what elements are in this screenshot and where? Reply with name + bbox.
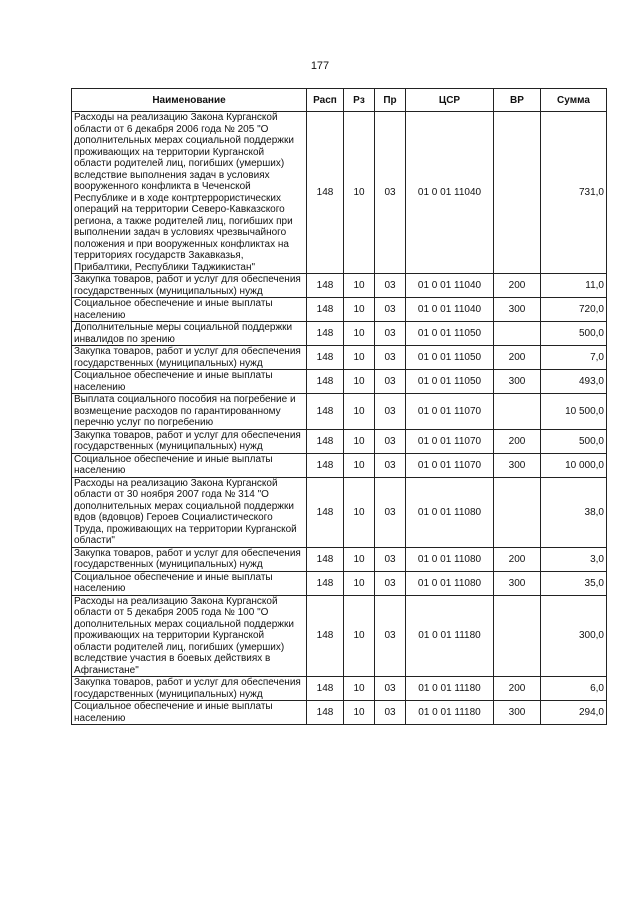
row-name: Социальное обеспечение и иные выплаты населению bbox=[72, 370, 307, 394]
row-rz: 10 bbox=[344, 595, 375, 677]
row-rz: 10 bbox=[344, 677, 375, 701]
row-pr: 03 bbox=[375, 322, 406, 346]
row-rz: 10 bbox=[344, 370, 375, 394]
row-sum: 500,0 bbox=[541, 322, 607, 346]
row-pr: 03 bbox=[375, 701, 406, 725]
row-vr: 200 bbox=[494, 346, 541, 370]
row-sum: 38,0 bbox=[541, 477, 607, 547]
row-vr: 300 bbox=[494, 298, 541, 322]
row-pr: 03 bbox=[375, 477, 406, 547]
row-name: Расходы на реализацию Закона Курганской области от 5 декабря 2005 года № 100 "О дополнительных мерах социальной поддержки проживающих на территории Курганской области родителей лиц, погибших (умерших) вследствие участия в боевых действиях в Афганистане" bbox=[72, 595, 307, 677]
row-pr: 03 bbox=[375, 677, 406, 701]
row-sum: 10 500,0 bbox=[541, 394, 607, 430]
column-header-csr: ЦСР bbox=[406, 89, 494, 112]
row-sum: 7,0 bbox=[541, 346, 607, 370]
row-name: Закупка товаров, работ и услуг для обеспечения государственных (муниципальных) нужд bbox=[72, 547, 307, 571]
row-rz: 10 bbox=[344, 547, 375, 571]
table-row bbox=[72, 453, 607, 477]
table-row bbox=[72, 677, 607, 701]
row-name: Закупка товаров, работ и услуг для обеспечения государственных (муниципальных) нужд bbox=[72, 346, 307, 370]
table-row bbox=[72, 595, 607, 677]
row-csr: 01 0 01 11050 bbox=[406, 370, 494, 394]
row-vr: 300 bbox=[494, 370, 541, 394]
row-vr bbox=[494, 595, 541, 677]
column-header-name: Наименование bbox=[72, 89, 307, 112]
row-rasp: 148 bbox=[307, 112, 344, 274]
row-rz: 10 bbox=[344, 322, 375, 346]
table-row bbox=[72, 394, 607, 430]
column-header-rz: Рз bbox=[344, 89, 375, 112]
row-rasp: 148 bbox=[307, 346, 344, 370]
row-csr: 01 0 01 11070 bbox=[406, 453, 494, 477]
row-sum: 500,0 bbox=[541, 429, 607, 453]
row-name: Социальное обеспечение и иные выплаты населению bbox=[72, 701, 307, 725]
row-rz: 10 bbox=[344, 274, 375, 298]
row-pr: 03 bbox=[375, 346, 406, 370]
row-name: Социальное обеспечение и иные выплаты населению bbox=[72, 298, 307, 322]
row-name: Закупка товаров, работ и услуг для обеспечения государственных (муниципальных) нужд bbox=[72, 429, 307, 453]
row-rasp: 148 bbox=[307, 595, 344, 677]
row-rz: 10 bbox=[344, 453, 375, 477]
row-sum: 3,0 bbox=[541, 547, 607, 571]
row-name: Закупка товаров, работ и услуг для обеспечения государственных (муниципальных) нужд bbox=[72, 274, 307, 298]
row-csr: 01 0 01 11080 bbox=[406, 477, 494, 547]
row-pr: 03 bbox=[375, 453, 406, 477]
row-csr: 01 0 01 11180 bbox=[406, 595, 494, 677]
row-name: Расходы на реализацию Закона Курганской области от 30 ноября 2007 года № 314 "О дополнительных мерах социальной поддержки вдов (вдовцов) Героев Социалистического Труда, проживающих на территории Курганской области" bbox=[72, 477, 307, 547]
row-vr bbox=[494, 394, 541, 430]
row-sum: 300,0 bbox=[541, 595, 607, 677]
row-pr: 03 bbox=[375, 274, 406, 298]
row-rasp: 148 bbox=[307, 477, 344, 547]
column-header-pr: Пр bbox=[375, 89, 406, 112]
row-pr: 03 bbox=[375, 571, 406, 595]
row-csr: 01 0 01 11050 bbox=[406, 322, 494, 346]
table-row bbox=[72, 322, 607, 346]
row-name: Социальное обеспечение и иные выплаты населению bbox=[72, 453, 307, 477]
row-rasp: 148 bbox=[307, 677, 344, 701]
row-pr: 03 bbox=[375, 112, 406, 274]
column-header-vr: ВР bbox=[494, 89, 541, 112]
row-rz: 10 bbox=[344, 477, 375, 547]
page-number: 177 bbox=[310, 60, 330, 72]
row-csr: 01 0 01 11180 bbox=[406, 677, 494, 701]
row-csr: 01 0 01 11070 bbox=[406, 394, 494, 430]
row-rasp: 148 bbox=[307, 571, 344, 595]
table-row bbox=[72, 370, 607, 394]
row-csr: 01 0 01 11050 bbox=[406, 346, 494, 370]
row-name: Закупка товаров, работ и услуг для обеспечения государственных (муниципальных) нужд bbox=[72, 677, 307, 701]
table-row bbox=[72, 701, 607, 725]
row-rasp: 148 bbox=[307, 429, 344, 453]
row-rz: 10 bbox=[344, 701, 375, 725]
row-csr: 01 0 01 11180 bbox=[406, 701, 494, 725]
row-sum: 493,0 bbox=[541, 370, 607, 394]
table-row bbox=[72, 346, 607, 370]
row-csr: 01 0 01 11040 bbox=[406, 112, 494, 274]
row-pr: 03 bbox=[375, 547, 406, 571]
table-row bbox=[72, 477, 607, 547]
table-row bbox=[72, 429, 607, 453]
row-rz: 10 bbox=[344, 112, 375, 274]
row-rasp: 148 bbox=[307, 453, 344, 477]
row-sum: 11,0 bbox=[541, 274, 607, 298]
table-row bbox=[72, 547, 607, 571]
row-csr: 01 0 01 11080 bbox=[406, 547, 494, 571]
row-csr: 01 0 01 11040 bbox=[406, 298, 494, 322]
row-vr: 200 bbox=[494, 547, 541, 571]
row-sum: 6,0 bbox=[541, 677, 607, 701]
row-vr: 300 bbox=[494, 701, 541, 725]
row-rz: 10 bbox=[344, 571, 375, 595]
row-csr: 01 0 01 11080 bbox=[406, 571, 494, 595]
row-vr bbox=[494, 322, 541, 346]
row-vr: 200 bbox=[494, 429, 541, 453]
row-pr: 03 bbox=[375, 429, 406, 453]
table-row bbox=[72, 298, 607, 322]
row-rasp: 148 bbox=[307, 394, 344, 430]
row-rasp: 148 bbox=[307, 322, 344, 346]
column-header-sum: Сумма bbox=[541, 89, 607, 112]
row-sum: 35,0 bbox=[541, 571, 607, 595]
table-row bbox=[72, 112, 607, 274]
row-vr: 300 bbox=[494, 571, 541, 595]
row-sum: 10 000,0 bbox=[541, 453, 607, 477]
row-rz: 10 bbox=[344, 346, 375, 370]
row-rasp: 148 bbox=[307, 274, 344, 298]
row-csr: 01 0 01 11070 bbox=[406, 429, 494, 453]
row-vr: 200 bbox=[494, 274, 541, 298]
row-rz: 10 bbox=[344, 429, 375, 453]
row-vr: 300 bbox=[494, 453, 541, 477]
row-pr: 03 bbox=[375, 595, 406, 677]
row-name: Дополнительные меры социальной поддержки инвалидов по зрению bbox=[72, 322, 307, 346]
row-rasp: 148 bbox=[307, 701, 344, 725]
row-sum: 731,0 bbox=[541, 112, 607, 274]
row-vr: 200 bbox=[494, 677, 541, 701]
row-pr: 03 bbox=[375, 370, 406, 394]
row-name: Социальное обеспечение и иные выплаты населению bbox=[72, 571, 307, 595]
row-sum: 294,0 bbox=[541, 701, 607, 725]
row-vr bbox=[494, 112, 541, 274]
row-rz: 10 bbox=[344, 394, 375, 430]
budget-table bbox=[71, 88, 607, 725]
table-header-row bbox=[72, 89, 607, 112]
row-rz: 10 bbox=[344, 298, 375, 322]
row-vr bbox=[494, 477, 541, 547]
row-name: Выплата социального пособия на погребение и возмещение расходов по гарантированному перечню услуг по погребению bbox=[72, 394, 307, 430]
table-row bbox=[72, 274, 607, 298]
row-pr: 03 bbox=[375, 394, 406, 430]
row-csr: 01 0 01 11040 bbox=[406, 274, 494, 298]
row-rasp: 148 bbox=[307, 370, 344, 394]
table-row bbox=[72, 571, 607, 595]
row-pr: 03 bbox=[375, 298, 406, 322]
row-rasp: 148 bbox=[307, 547, 344, 571]
column-header-rasp: Расп bbox=[307, 89, 344, 112]
row-name: Расходы на реализацию Закона Курганской области от 6 декабря 2006 года № 205 "О дополнительных мерах социальной поддержки проживающих на территории Курганской области родителей лиц, погибших (умерших) вследствие выполнения задач в условиях вооруженного конфликта в Чеченской Республике и в ходе контртеррористических операций на территории Северо-Кавказского региона, а также родителей лиц, погибших при выполнении задач в условиях чрезвычайного положения и при вооруженных конфликтах на территориях государств Закавказья, Прибалтики, Республики Таджикистан" bbox=[72, 112, 307, 274]
row-rasp: 148 bbox=[307, 298, 344, 322]
row-sum: 720,0 bbox=[541, 298, 607, 322]
